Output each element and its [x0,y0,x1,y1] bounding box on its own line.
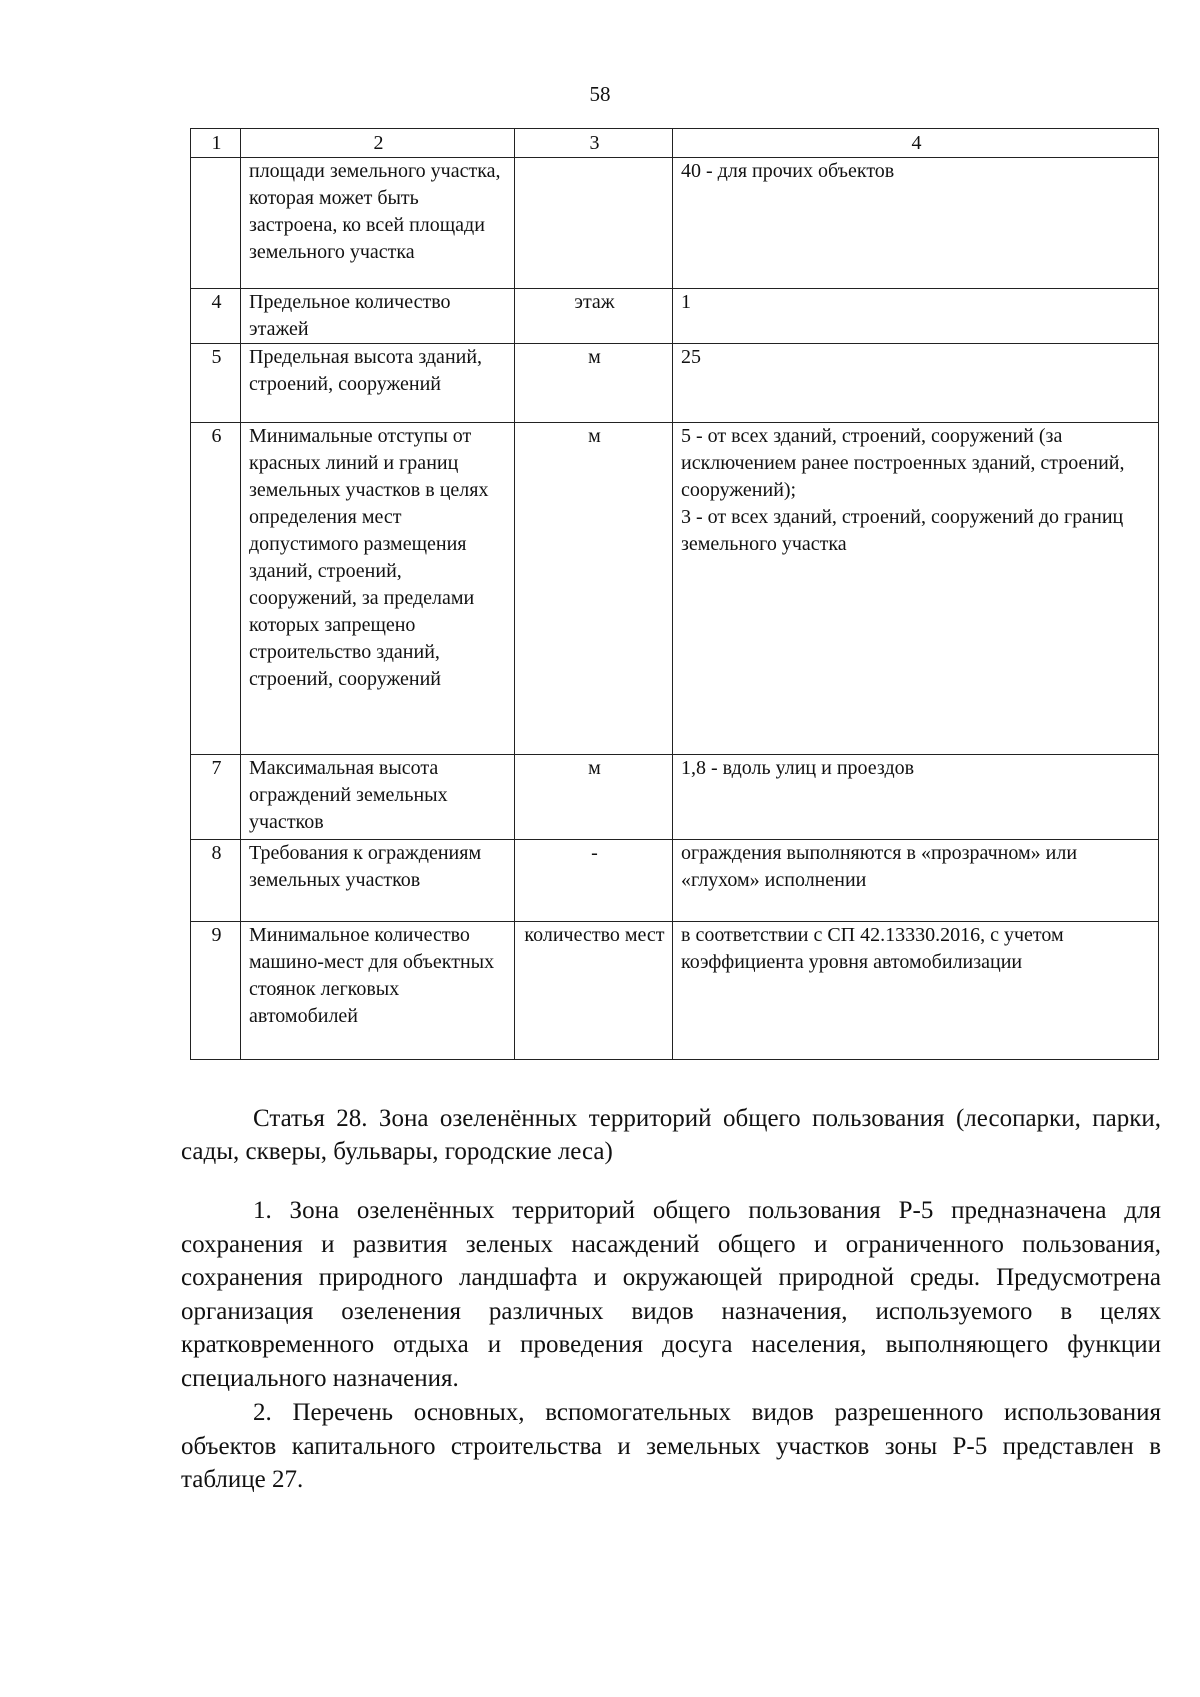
parameter-value: в соответствии с СП 42.13330.2016, с учетом коэффициента уровня автомобилизации [673,922,1159,1060]
column-header-2: 2 [241,129,515,158]
parameter-value: 1,8 - вдоль улиц и проездов [673,755,1159,840]
table-row [191,922,1159,1060]
row-number: 6 [191,423,241,755]
table-row [191,423,1159,755]
table-row [191,158,1159,289]
table-header-row [191,129,1159,158]
parameter-value: 1 [673,289,1159,344]
unit [515,158,673,289]
column-header-3: 3 [515,129,673,158]
table-row [191,344,1159,423]
row-number: 9 [191,922,241,1060]
unit: этаж [515,289,673,344]
table-row [191,289,1159,344]
article-title: Статья 28. Зона озеленённых территорий общего пользования (лесопарки, парки, сады, скверы, бульвары, городские леса) [181,1105,1161,1165]
row-number: 8 [191,840,241,922]
parameter-name: Максимальная высота ограждений земельных участков [241,755,515,840]
unit: - [515,840,673,922]
page-number: 58 [589,82,611,106]
parameter-value [673,423,1159,755]
column-header-1: 1 [191,129,241,158]
table-row [191,755,1159,840]
value-line: 3 - от всех зданий, строений, сооружений до границ земельного участка [681,506,1124,555]
parameter-name: площади земельного участка, которая может быть застроена, ко всей площади земельного участка [241,158,515,289]
row-number: 4 [191,289,241,344]
parameter-name: Минимальное количество машино-мест для объектных стоянок легковых автомобилей [241,922,515,1060]
column-header-4: 4 [673,129,1159,158]
parameter-name: Минимальные отступы от красных линий и границ земельных участков в целях определения мест допустимого размещения зданий, строений, сооружений, за пределами которых запрещено строительство зданий, строений, сооружений [241,423,515,755]
unit: количество мест [515,922,673,1060]
article-paragraph: 2. Перечень основных, вспомогательных видов разрешенного использования объектов капитального строительства и земельных участков зоны Р-5 представлен в таблице 27. [181,1399,1161,1493]
parameter-name: Предельная высота зданий, строений, сооружений [241,344,515,423]
unit: м [515,344,673,423]
unit: м [515,755,673,840]
parameter-name: Требования к ограждениям земельных участков [241,840,515,922]
regulations-table [190,128,1159,1060]
value-line: 5 - от всех зданий, строений, сооружений (за исключением ранее построенных зданий, строений, сооружений); [681,425,1125,501]
row-number [191,158,241,289]
parameter-value: 40 - для прочих объектов [673,158,1159,289]
row-number: 5 [191,344,241,423]
parameter-value: ограждения выполняются в «прозрачном» или «глухом» исполнении [673,840,1159,922]
article-paragraph: 1. Зона озеленённых территорий общего пользования Р-5 предназначена для сохранения и развития зеленых насаждений общего и ограниченного пользования, сохранения природного ландшафта и окружающей природной среды. Предусмотрена организация озеленения различных видов назначения, используемого в целях кратковременного отдыха и проведения досуга населения, выполняющего функции специального назначения. [181,1197,1161,1392]
parameter-value: 25 [673,344,1159,423]
row-number: 7 [191,755,241,840]
unit: м [515,423,673,755]
table-row [191,840,1159,922]
parameter-name: Предельное количество этажей [241,289,515,344]
